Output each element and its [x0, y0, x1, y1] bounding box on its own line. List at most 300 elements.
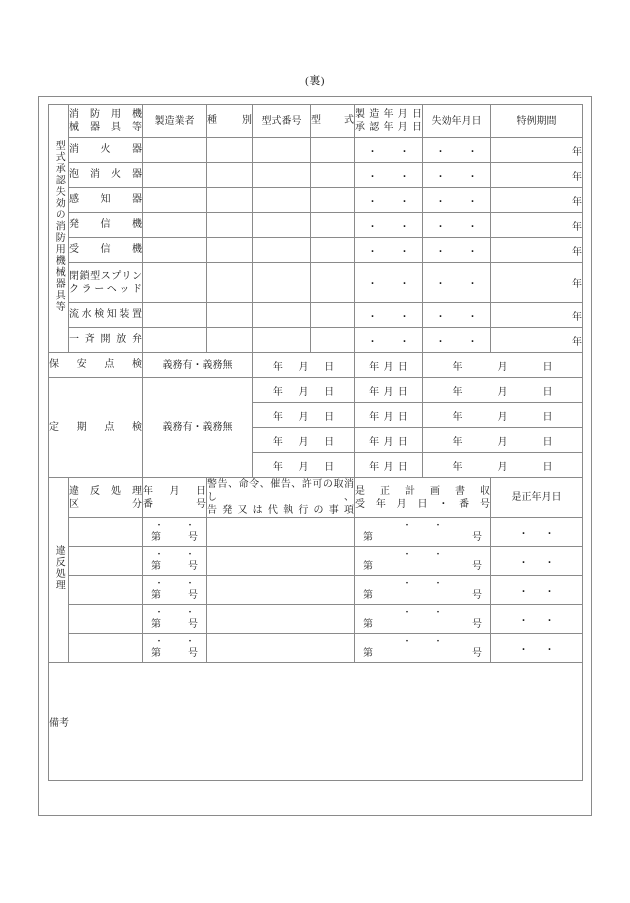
safety-inspection-obligation[interactable]: 義務有・義務無	[143, 353, 253, 378]
safety-inspection-date-1[interactable]	[355, 353, 423, 378]
violation-correction-plan-cell-4-prefix: 第	[363, 647, 373, 659]
equipment-model-number-input-0[interactable]	[253, 138, 311, 163]
periodic-inspection-date-parts-3-1-part-0: 年	[369, 461, 380, 473]
violation-correction-plan-cell-2	[355, 575, 490, 606]
violation-correction-plan-cell-3	[355, 604, 490, 635]
periodic-inspection-date-parts-0-2	[423, 378, 582, 402]
header-model-number: 型式番号	[253, 105, 311, 138]
periodic-inspection-date-3-2[interactable]	[423, 453, 583, 478]
violation-date-number-cell-3-prefix: 第	[151, 618, 161, 630]
equipment-expiry-date-dots-4	[423, 238, 490, 262]
safety-inspection-date-parts-2-part-2: 日	[542, 361, 553, 373]
equipment-manufacture-date-6[interactable]	[355, 303, 423, 328]
violation-date-number-cell-1-dots	[143, 550, 206, 561]
equipment-manufacture-date-dots-4	[355, 238, 422, 262]
equipment-manufacture-date-dots-0-dot-0: ・	[367, 146, 378, 158]
periodic-inspection-date-parts-0-2-part-1: 月	[497, 386, 508, 398]
equipment-expiry-date-dots-5-dot-1: ・	[467, 279, 478, 290]
violation-date-number-cell-1-prefix: 第	[151, 560, 161, 572]
equipment-manufacture-date-0[interactable]	[355, 138, 423, 163]
equipment-manufacturer-input-7[interactable]	[143, 328, 207, 353]
equipment-model-input-5[interactable]	[311, 263, 355, 303]
equipment-expiry-date-4[interactable]	[423, 238, 491, 263]
periodic-inspection-date-parts-0-1	[355, 378, 422, 402]
equipment-expiry-date-2[interactable]	[423, 188, 491, 213]
periodic-inspection-date-parts-2-2-part-0: 年	[452, 436, 463, 448]
periodic-inspection-row	[49, 378, 583, 403]
equipment-manufacture-date-3[interactable]	[355, 213, 423, 238]
violation-correction-plan-cell-2-dots	[355, 579, 490, 590]
equipment-manufacture-date-4[interactable]	[355, 238, 423, 263]
violation-date-number-cell-1-number	[143, 561, 206, 572]
violation-correction-date-0[interactable]	[491, 518, 583, 547]
equipment-special-period-0[interactable]: 年	[491, 138, 583, 163]
periodic-inspection-date-parts-1-0-part-0: 年	[272, 411, 283, 423]
periodic-inspection-date-parts-2-2	[423, 428, 582, 452]
safety-inspection-date-parts-1	[355, 353, 422, 377]
equipment-name-7: 一 斉 開 放 弁	[69, 328, 143, 353]
equipment-manufacture-date-2[interactable]	[355, 188, 423, 213]
violation-correction-date-dots-2-dot-1: ・	[544, 586, 555, 598]
violation-row	[49, 605, 583, 634]
violation-date-number-cell-3-dot-1: ・	[185, 606, 195, 617]
violation-date-number-cell-0-suffix: 号	[188, 531, 198, 543]
equipment-row	[49, 328, 583, 353]
equipment-manufacture-date-1[interactable]	[355, 163, 423, 188]
periodic-inspection-date-parts-3-0-part-2: 日	[324, 461, 335, 473]
equipment-manufacture-date-dots-3-dot-0: ・	[367, 221, 378, 233]
equipment-manufacturer-input-2[interactable]	[143, 188, 207, 213]
violation-header-date-number-text	[143, 485, 206, 511]
equipment-expiry-date-dots-2-dot-0: ・	[435, 196, 446, 208]
violation-correction-date-dots-3	[491, 605, 582, 633]
equipment-expiry-date-7[interactable]	[423, 328, 491, 353]
periodic-inspection-date-1-2[interactable]	[423, 403, 583, 428]
periodic-inspection-date-parts-0-0	[253, 378, 354, 402]
periodic-inspection-date-parts-3-1-part-1: 月	[383, 461, 394, 473]
equipment-expiry-date-dots-7-dot-1: ・	[467, 336, 478, 348]
periodic-inspection-date-parts-3-0-part-0: 年	[272, 461, 283, 473]
header-equipment-text-line1: 消 防 用 機	[69, 109, 142, 120]
violation-actions-input-3[interactable]	[207, 605, 355, 634]
equipment-model-input-4[interactable]	[311, 238, 355, 263]
violation-date-number-cell-4-suffix: 号	[188, 647, 198, 659]
equipment-manufacture-date-dots-0	[355, 138, 422, 162]
equipment-manufacture-date-dots-7-dot-0: ・	[367, 336, 378, 348]
violation-correction-plan-cell-1-dot-1: ・	[433, 548, 443, 559]
violation-category-input-2[interactable]	[69, 576, 143, 605]
periodic-inspection-date-parts-0-0-part-2: 日	[324, 386, 335, 398]
equipment-model-number-input-2[interactable]	[253, 188, 311, 213]
equipment-manufacture-date-7[interactable]	[355, 328, 423, 353]
equipment-model-input-1[interactable]	[311, 163, 355, 188]
equipment-category-input-6[interactable]	[207, 303, 253, 328]
violation-correction-plan-cell-0-dot-1: ・	[433, 519, 443, 530]
violation-header-actions	[207, 478, 355, 518]
equipment-manufacture-date-dots-7-dot-1: ・	[399, 336, 410, 348]
violation-correction-plan-cell-0	[355, 517, 490, 548]
equipment-special-period-5[interactable]: 年	[491, 263, 583, 303]
violation-correction-plan-0[interactable]	[355, 518, 491, 547]
header-manufacture-date-text	[355, 108, 422, 134]
periodic-inspection-date-parts-3-1	[355, 453, 422, 477]
violation-correction-plan-3[interactable]	[355, 605, 491, 634]
violation-date-number-cell-4-dot-0: ・	[154, 635, 164, 646]
violation-correction-plan-cell-4-number	[355, 648, 490, 659]
periodic-inspection-date-parts-1-2-part-0: 年	[452, 411, 463, 423]
page-side-marker: (裏)	[305, 75, 325, 87]
equipment-name-4: 受 信 機	[69, 238, 143, 263]
equipment-manufacturer-input-0[interactable]	[143, 138, 207, 163]
safety-inspection-row	[49, 353, 583, 378]
periodic-inspection-date-parts-2-2-part-1: 月	[497, 436, 508, 448]
violation-date-number-cell-2	[143, 575, 206, 606]
violation-correction-plan-cell-2-prefix: 第	[363, 589, 373, 601]
header-expiry-date: 失効年月日	[423, 105, 491, 138]
safety-inspection-date-2[interactable]	[423, 353, 583, 378]
violation-header-date-number-text-line2: 番 号	[143, 498, 206, 510]
equipment-manufacture-date-dots-1-dot-0: ・	[367, 171, 378, 183]
equipment-category-input-7[interactable]	[207, 328, 253, 353]
violation-correction-date-dots-1	[491, 547, 582, 575]
violation-date-number-cell-4-dots	[143, 637, 206, 648]
periodic-inspection-date-0-0[interactable]	[253, 378, 355, 403]
header-manufacturer: 製造業者	[143, 105, 207, 138]
violation-correction-plan-cell-1	[355, 546, 490, 577]
violation-correction-plan-cell-4	[355, 633, 490, 664]
violation-correction-plan-2[interactable]	[355, 576, 491, 605]
violation-date-number-2[interactable]	[143, 576, 207, 605]
violation-correction-plan-cell-2-number	[355, 590, 490, 601]
header-manufacture-date-text-line2: 承認年月日	[355, 122, 422, 133]
violation-date-number-cell-0-dot-1: ・	[185, 519, 195, 530]
violation-correction-plan-cell-0-suffix: 号	[472, 531, 482, 543]
safety-inspection-date-0[interactable]	[253, 353, 355, 378]
equipment-header-row	[49, 105, 583, 138]
violation-date-number-cell-3-dots	[143, 608, 206, 619]
periodic-inspection-date-0-2[interactable]	[423, 378, 583, 403]
periodic-inspection-date-parts-0-1-part-0: 年	[369, 386, 380, 398]
equipment-expiry-date-dots-6-dot-0: ・	[435, 311, 446, 323]
equipment-model-input-6[interactable]	[311, 303, 355, 328]
header-manufacture-date-text-line1: 製造年月日	[355, 109, 422, 120]
violation-date-number-cell-0-prefix: 第	[151, 531, 161, 543]
periodic-inspection-date-3-1[interactable]	[355, 453, 423, 478]
equipment-manufacture-date-dots-2-dot-1: ・	[399, 196, 410, 208]
periodic-inspection-date-parts-2-0-part-2: 日	[324, 436, 335, 448]
equipment-category-input-2[interactable]	[207, 188, 253, 213]
equipment-category-input-3[interactable]	[207, 213, 253, 238]
equipment-name-text-5-line1: 閉鎖型スプリン	[69, 270, 142, 282]
equipment-manufacture-date-dots-3	[355, 213, 422, 237]
violation-date-number-cell-0-number	[143, 532, 206, 543]
periodic-inspection-date-parts-2-1	[355, 428, 422, 452]
equipment-model-number-input-3[interactable]	[253, 213, 311, 238]
equipment-row	[49, 188, 583, 213]
equipment-special-period-7[interactable]: 年	[491, 328, 583, 353]
periodic-inspection-date-parts-0-2-part-0: 年	[452, 386, 463, 398]
equipment-model-number-input-1[interactable]	[253, 163, 311, 188]
violation-actions-input-0[interactable]	[207, 518, 355, 547]
violation-date-number-cell-3	[143, 604, 206, 635]
equipment-manufacture-date-dots-2-dot-0: ・	[367, 196, 378, 208]
violation-category-input-4[interactable]	[69, 634, 143, 663]
periodic-inspection-date-3-0[interactable]	[253, 453, 355, 478]
equipment-manufacture-date-dots-0-dot-1: ・	[399, 146, 410, 158]
violation-correction-date-3[interactable]	[491, 605, 583, 634]
equipment-expiry-date-0[interactable]	[423, 138, 491, 163]
equipment-manufacturer-input-3[interactable]	[143, 213, 207, 238]
violation-correction-date-dots-2-dot-0: ・	[518, 586, 529, 598]
periodic-inspection-date-parts-3-0	[253, 453, 354, 477]
equipment-manufacturer-input-1[interactable]	[143, 163, 207, 188]
violation-date-number-cell-0-dot-0: ・	[154, 519, 164, 530]
periodic-inspection-date-parts-3-2-part-2: 日	[542, 461, 553, 473]
periodic-inspection-obligation[interactable]: 義務有・義務無	[143, 378, 253, 478]
violation-correction-date-dots-3-dot-0: ・	[518, 615, 529, 627]
violation-header-correction-plan-text	[355, 485, 490, 511]
violation-correction-plan-cell-3-number	[355, 619, 490, 630]
equipment-special-period-4[interactable]: 年	[491, 238, 583, 263]
equipment-model-input-0[interactable]	[311, 138, 355, 163]
violation-date-number-cell-4-number	[143, 648, 206, 659]
violation-correction-plan-cell-1-number	[355, 561, 490, 572]
violation-date-number-cell-2-dot-1: ・	[185, 577, 195, 588]
equipment-section-vertical-label-text: 型式承認失効の消防用機械器具等	[53, 140, 65, 313]
equipment-model-number-input-5[interactable]	[253, 263, 311, 303]
equipment-expiry-date-dots-3	[423, 213, 490, 237]
violation-correction-date-dots-4-dot-0: ・	[518, 644, 529, 656]
violation-date-number-cell-2-dot-0: ・	[154, 577, 164, 588]
periodic-inspection-date-parts-0-0-part-1: 月	[298, 386, 309, 398]
violation-header-category-text	[69, 485, 142, 511]
equipment-manufacture-date-dots-2	[355, 188, 422, 212]
violation-correction-date-dots-0-dot-0: ・	[518, 528, 529, 540]
violation-correction-plan-cell-3-dot-0: ・	[402, 606, 412, 617]
equipment-expiry-date-1[interactable]	[423, 163, 491, 188]
violation-row	[49, 518, 583, 547]
violation-date-number-cell-4-dot-1: ・	[185, 635, 195, 646]
violation-actions-input-4[interactable]	[207, 634, 355, 663]
equipment-name-3: 発 信 機	[69, 213, 143, 238]
equipment-model-number-input-7[interactable]	[253, 328, 311, 353]
header-special-period: 特例期間	[491, 105, 583, 138]
equipment-special-period-6[interactable]: 年	[491, 303, 583, 328]
periodic-inspection-date-2-1[interactable]	[355, 428, 423, 453]
equipment-model-input-7[interactable]	[311, 328, 355, 353]
equipment-category-input-1[interactable]	[207, 163, 253, 188]
violation-correction-plan-1[interactable]	[355, 547, 491, 576]
violation-correction-date-dots-4-dot-1: ・	[544, 644, 555, 656]
violation-date-number-3[interactable]	[143, 605, 207, 634]
safety-inspection-date-parts-1-part-1: 月	[383, 361, 394, 373]
violation-header-correction-date: 是正年月日	[491, 478, 583, 518]
safety-inspection-label: 保 安 点 検	[49, 353, 143, 378]
equipment-expiry-date-dots-1-dot-1: ・	[467, 171, 478, 183]
periodic-inspection-date-parts-1-1	[355, 403, 422, 427]
equipment-expiry-date-dots-1	[423, 163, 490, 187]
violation-correction-plan-cell-0-dot-0: ・	[402, 519, 412, 530]
equipment-manufacture-date-dots-3-dot-1: ・	[399, 221, 410, 233]
violation-correction-plan-cell-0-dots	[355, 521, 490, 532]
equipment-expiry-date-dots-2-dot-1: ・	[467, 196, 478, 208]
equipment-expiry-date-dots-2	[423, 188, 490, 212]
violation-header-actions-text-line1: 警告、命令、催告、許可の取消し、	[207, 479, 354, 503]
equipment-special-period-3[interactable]: 年	[491, 213, 583, 238]
violation-correction-plan-cell-2-suffix: 号	[472, 589, 482, 601]
periodic-inspection-date-parts-2-1-part-2: 日	[397, 436, 408, 448]
equipment-category-input-5[interactable]	[207, 263, 253, 303]
violation-date-number-0[interactable]	[143, 518, 207, 547]
equipment-manufacturer-input-4[interactable]	[143, 238, 207, 263]
periodic-inspection-date-parts-2-0-part-0: 年	[272, 436, 283, 448]
violation-correction-date-1[interactable]	[491, 547, 583, 576]
violation-correction-date-dots-2	[491, 576, 582, 604]
safety-inspection-date-parts-0-part-1: 月	[298, 361, 309, 373]
equipment-category-input-0[interactable]	[207, 138, 253, 163]
equipment-manufacture-date-dots-4-dot-0: ・	[367, 246, 378, 258]
violation-header-category-text-line1: 違 反 処 理	[69, 485, 142, 497]
equipment-manufacture-date-dots-5-dot-0: ・	[367, 279, 378, 290]
violation-correction-plan-cell-2-dot-0: ・	[402, 577, 412, 588]
periodic-inspection-date-parts-2-2-part-2: 日	[542, 436, 553, 448]
equipment-expiry-date-dots-0-dot-0: ・	[435, 146, 446, 158]
equipment-expiry-date-6[interactable]	[423, 303, 491, 328]
equipment-expiry-date-dots-4-dot-1: ・	[467, 246, 478, 258]
violation-date-number-cell-1-suffix: 号	[188, 560, 198, 572]
violation-correction-plan-4[interactable]	[355, 634, 491, 663]
violation-actions-input-1[interactable]	[207, 547, 355, 576]
remarks-row	[49, 663, 583, 781]
violation-date-number-4[interactable]	[143, 634, 207, 663]
violation-date-number-cell-1-dot-0: ・	[154, 548, 164, 559]
violation-correction-date-2[interactable]	[491, 576, 583, 605]
periodic-inspection-date-parts-1-2-part-2: 日	[542, 411, 553, 423]
equipment-manufacture-date-dots-4-dot-1: ・	[399, 246, 410, 258]
violation-correction-plan-cell-1-dots	[355, 550, 490, 561]
violation-date-number-cell-0	[143, 517, 206, 548]
violation-date-number-cell-1	[143, 546, 206, 577]
violation-correction-plan-cell-0-number	[355, 532, 490, 543]
periodic-inspection-date-2-2[interactable]	[423, 428, 583, 453]
equipment-name-5	[69, 263, 143, 303]
violation-correction-plan-cell-0-prefix: 第	[363, 531, 373, 543]
equipment-manufacturer-input-5[interactable]	[143, 263, 207, 303]
periodic-inspection-date-parts-3-0-part-1: 月	[298, 461, 309, 473]
periodic-inspection-date-parts-1-1-part-0: 年	[369, 411, 380, 423]
violation-correction-plan-cell-4-dot-0: ・	[402, 635, 412, 646]
violation-row	[49, 576, 583, 605]
violation-section-vertical-label	[49, 478, 69, 663]
periodic-inspection-date-parts-3-1-part-2: 日	[397, 461, 408, 473]
equipment-manufacture-date-5[interactable]	[355, 263, 423, 303]
periodic-inspection-date-parts-0-1-part-2: 日	[397, 386, 408, 398]
equipment-expiry-date-5[interactable]	[423, 263, 491, 303]
violation-correction-date-dots-1-dot-1: ・	[544, 557, 555, 569]
equipment-row	[49, 238, 583, 263]
equipment-special-period-2[interactable]: 年	[491, 188, 583, 213]
equipment-expiry-date-dots-4-dot-0: ・	[435, 246, 446, 258]
header-manufacture-date	[355, 105, 423, 138]
equipment-model-number-input-4[interactable]	[253, 238, 311, 263]
equipment-expiry-date-dots-3-dot-0: ・	[435, 221, 446, 233]
violation-date-number-cell-3-suffix: 号	[188, 618, 198, 630]
violation-category-input-0[interactable]	[69, 518, 143, 547]
equipment-row	[49, 263, 583, 303]
periodic-inspection-date-parts-0-0-part-0: 年	[272, 386, 283, 398]
equipment-model-input-2[interactable]	[311, 188, 355, 213]
safety-inspection-date-parts-1-part-2: 日	[397, 361, 408, 373]
periodic-inspection-date-1-0[interactable]	[253, 403, 355, 428]
violation-category-input-3[interactable]	[69, 605, 143, 634]
periodic-inspection-date-parts-3-2-part-1: 月	[497, 461, 508, 473]
header-model: 型 式	[311, 105, 355, 138]
violation-actions-input-2[interactable]	[207, 576, 355, 605]
periodic-inspection-date-parts-1-0-part-2: 日	[324, 411, 335, 423]
safety-inspection-date-parts-0	[253, 353, 354, 377]
violation-correction-plan-cell-4-dots	[355, 637, 490, 648]
violation-date-number-cell-4-prefix: 第	[151, 647, 161, 659]
violation-header-row	[49, 478, 583, 518]
violation-correction-date-dots-1-dot-0: ・	[518, 557, 529, 569]
equipment-expiry-date-dots-6	[423, 303, 490, 327]
periodic-inspection-date-parts-2-1-part-0: 年	[369, 436, 380, 448]
periodic-inspection-date-parts-1-0-part-1: 月	[298, 411, 309, 423]
violation-correction-date-4[interactable]	[491, 634, 583, 663]
equipment-special-period-1[interactable]: 年	[491, 163, 583, 188]
form-table-wrapper	[48, 104, 582, 800]
periodic-inspection-date-2-0[interactable]	[253, 428, 355, 453]
equipment-manufacturer-input-6[interactable]	[143, 303, 207, 328]
equipment-manufacture-date-dots-6	[355, 303, 422, 327]
safety-inspection-date-parts-0-part-2: 日	[324, 361, 335, 373]
periodic-inspection-date-parts-1-0	[253, 403, 354, 427]
equipment-expiry-date-dots-0-dot-1: ・	[467, 146, 478, 158]
violation-row	[49, 547, 583, 576]
equipment-expiry-date-3[interactable]	[423, 213, 491, 238]
equipment-model-number-input-6[interactable]	[253, 303, 311, 328]
equipment-category-input-4[interactable]	[207, 238, 253, 263]
periodic-inspection-date-parts-1-1-part-2: 日	[397, 411, 408, 423]
equipment-row	[49, 138, 583, 163]
violation-correction-plan-cell-4-dot-1: ・	[433, 635, 443, 646]
remarks-cell[interactable]: 備考	[49, 663, 583, 781]
equipment-model-input-3[interactable]	[311, 213, 355, 238]
violation-correction-plan-cell-2-dot-1: ・	[433, 577, 443, 588]
equipment-expiry-date-dots-5-dot-0: ・	[435, 279, 446, 290]
violation-category-input-1[interactable]	[69, 547, 143, 576]
equipment-manufacture-date-dots-1-dot-1: ・	[399, 171, 410, 183]
equipment-expiry-date-dots-0	[423, 138, 490, 162]
periodic-inspection-date-parts-1-1-part-1: 月	[383, 411, 394, 423]
periodic-inspection-date-0-1[interactable]	[355, 378, 423, 403]
periodic-inspection-date-parts-2-1-part-1: 月	[383, 436, 394, 448]
violation-date-number-1[interactable]	[143, 547, 207, 576]
violation-date-number-cell-2-suffix: 号	[188, 589, 198, 601]
header-equipment	[69, 105, 143, 138]
periodic-inspection-label: 定 期 点 検	[49, 378, 143, 478]
violation-date-number-cell-2-prefix: 第	[151, 589, 161, 601]
violation-correction-plan-cell-3-dot-1: ・	[433, 606, 443, 617]
violation-header-actions-text-line2: 告 発 又 は 代 執 行 の 事 項	[207, 505, 354, 516]
violation-correction-date-dots-0-dot-1: ・	[544, 528, 555, 540]
periodic-inspection-date-1-1[interactable]	[355, 403, 423, 428]
equipment-manufacture-date-dots-5-dot-1: ・	[399, 279, 410, 290]
periodic-inspection-date-parts-0-1-part-1: 月	[383, 386, 394, 398]
periodic-inspection-date-parts-0-2-part-2: 日	[542, 386, 553, 398]
header-category: 種 別	[207, 105, 253, 138]
violation-date-number-cell-3-number	[143, 619, 206, 630]
